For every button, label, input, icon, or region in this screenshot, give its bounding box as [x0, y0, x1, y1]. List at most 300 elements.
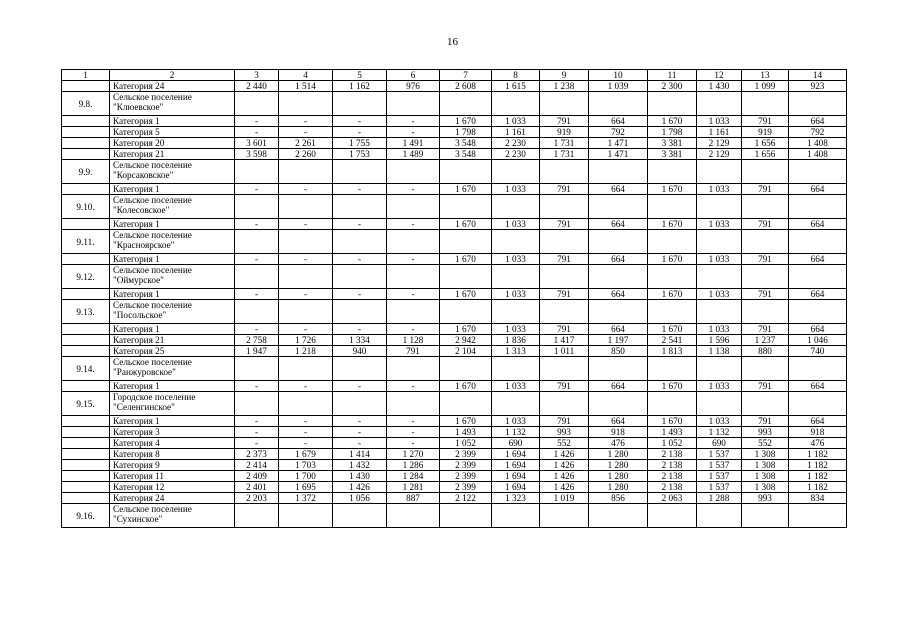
column-header: 12 — [697, 70, 742, 81]
row-number-cell — [62, 184, 110, 195]
value-cell: - — [333, 116, 387, 127]
value-cell: 1 280 — [589, 482, 648, 493]
empty-cell — [492, 300, 540, 324]
value-cell: 690 — [492, 438, 540, 449]
value-cell: 2 399 — [440, 460, 492, 471]
value-cell: 1 703 — [279, 460, 333, 471]
empty-cell — [589, 504, 648, 528]
empty-cell — [589, 195, 648, 219]
value-cell: 1 033 — [492, 289, 540, 300]
value-cell: - — [235, 127, 279, 138]
empty-cell — [540, 300, 589, 324]
category-label: Категория 12 — [110, 482, 235, 493]
value-cell: 1 694 — [492, 460, 540, 471]
settlement-name — [110, 160, 235, 184]
table-row — [62, 449, 847, 460]
table-row — [62, 138, 847, 149]
value-cell: 1 161 — [697, 127, 742, 138]
empty-cell — [540, 92, 589, 116]
empty-cell — [440, 357, 492, 381]
empty-cell — [387, 300, 440, 324]
settlement-type: Сельское поселение — [113, 195, 192, 205]
value-cell: 476 — [589, 438, 648, 449]
value-cell: 1 493 — [648, 427, 697, 438]
value-cell: 2 373 — [235, 449, 279, 460]
settlement-type: Сельское поселение — [113, 504, 192, 514]
empty-cell — [697, 230, 742, 254]
value-cell: 664 — [589, 116, 648, 127]
value-cell: 2 138 — [648, 482, 697, 493]
empty-cell — [789, 160, 847, 184]
value-cell: 1 162 — [333, 81, 387, 92]
value-cell: 1 237 — [742, 335, 789, 346]
category-label: Категория 4 — [110, 438, 235, 449]
value-cell: - — [279, 289, 333, 300]
value-cell: - — [235, 184, 279, 195]
value-cell: 1 670 — [648, 116, 697, 127]
empty-cell — [440, 160, 492, 184]
column-header: 9 — [540, 70, 589, 81]
value-cell: 1 493 — [440, 427, 492, 438]
value-cell: 664 — [589, 219, 648, 230]
category-label: Категория 1 — [110, 416, 235, 427]
row-number-cell — [62, 335, 110, 346]
settlement-title: "Ранжуровское" — [113, 367, 176, 377]
value-cell: 664 — [789, 324, 847, 335]
category-label: Категория 1 — [110, 289, 235, 300]
empty-cell — [440, 230, 492, 254]
value-cell: 3 601 — [235, 138, 279, 149]
empty-cell — [589, 300, 648, 324]
value-cell: 1 033 — [492, 324, 540, 335]
empty-cell — [235, 392, 279, 416]
table-row — [62, 493, 847, 504]
empty-cell — [648, 265, 697, 289]
value-cell: 2 300 — [648, 81, 697, 92]
section-row — [62, 357, 847, 381]
value-cell: 1 280 — [589, 449, 648, 460]
value-cell: - — [387, 324, 440, 335]
value-cell: - — [387, 254, 440, 265]
value-cell: 1 679 — [279, 449, 333, 460]
empty-cell — [279, 265, 333, 289]
table-row — [62, 81, 847, 92]
value-cell: 1 670 — [648, 254, 697, 265]
value-cell: 1 670 — [648, 416, 697, 427]
value-cell: - — [387, 289, 440, 300]
row-number-cell — [62, 289, 110, 300]
value-cell: - — [333, 324, 387, 335]
value-cell: 1 537 — [697, 471, 742, 482]
value-cell: 1 197 — [589, 335, 648, 346]
empty-cell — [540, 195, 589, 219]
value-cell: 2 138 — [648, 471, 697, 482]
section-number: 9.14. — [62, 357, 110, 381]
value-cell: 1 033 — [492, 381, 540, 392]
column-header: 10 — [589, 70, 648, 81]
value-cell: 2 440 — [235, 81, 279, 92]
table-row — [62, 416, 847, 427]
empty-cell — [235, 504, 279, 528]
value-cell: 791 — [387, 346, 440, 357]
section-row — [62, 300, 847, 324]
settlement-name — [110, 265, 235, 289]
value-cell: - — [387, 184, 440, 195]
empty-cell — [648, 160, 697, 184]
settlement-type: Сельское поселение — [113, 92, 192, 102]
empty-cell — [492, 504, 540, 528]
category-label: Категория 1 — [110, 219, 235, 230]
value-cell: 1 694 — [492, 471, 540, 482]
empty-cell — [540, 357, 589, 381]
value-cell: - — [235, 219, 279, 230]
empty-cell — [789, 504, 847, 528]
settlement-name — [110, 357, 235, 381]
value-cell: 1 011 — [540, 346, 589, 357]
value-cell: 2 230 — [492, 149, 540, 160]
empty-cell — [279, 160, 333, 184]
empty-cell — [235, 300, 279, 324]
value-cell: 856 — [589, 493, 648, 504]
empty-cell — [789, 392, 847, 416]
empty-cell — [589, 357, 648, 381]
value-cell: - — [387, 427, 440, 438]
value-cell: - — [235, 416, 279, 427]
empty-cell — [742, 392, 789, 416]
category-label: Категория 24 — [110, 493, 235, 504]
value-cell: 1 670 — [440, 184, 492, 195]
value-cell: 1 308 — [742, 449, 789, 460]
value-cell: 1 182 — [789, 460, 847, 471]
value-cell: 552 — [540, 438, 589, 449]
value-cell: 2 401 — [235, 482, 279, 493]
value-cell: 791 — [540, 289, 589, 300]
value-cell: 1 700 — [279, 471, 333, 482]
value-cell: 3 598 — [235, 149, 279, 160]
empty-cell — [333, 504, 387, 528]
value-cell: 664 — [789, 219, 847, 230]
settlement-title: "Клюевское" — [113, 102, 164, 112]
value-cell: 1 670 — [648, 324, 697, 335]
row-number-cell — [62, 493, 110, 504]
empty-cell — [440, 92, 492, 116]
table-row — [62, 254, 847, 265]
value-cell: 1 670 — [648, 289, 697, 300]
empty-cell — [387, 92, 440, 116]
value-cell: 2 122 — [440, 493, 492, 504]
empty-cell — [789, 195, 847, 219]
value-cell: 1 182 — [789, 449, 847, 460]
empty-cell — [648, 504, 697, 528]
value-cell: 1 537 — [697, 482, 742, 493]
empty-cell — [387, 504, 440, 528]
section-number: 9.12. — [62, 265, 110, 289]
empty-cell — [742, 92, 789, 116]
value-cell: 1 670 — [440, 289, 492, 300]
value-cell: 1 656 — [742, 149, 789, 160]
section-row — [62, 265, 847, 289]
value-cell: - — [333, 438, 387, 449]
value-cell: - — [235, 289, 279, 300]
table-row — [62, 184, 847, 195]
row-number-cell — [62, 416, 110, 427]
value-cell: 940 — [333, 346, 387, 357]
empty-cell — [540, 392, 589, 416]
value-cell: 1 308 — [742, 460, 789, 471]
value-cell: 1 670 — [440, 416, 492, 427]
column-header: 3 — [235, 70, 279, 81]
value-cell: 1 430 — [697, 81, 742, 92]
header-row — [62, 70, 847, 81]
row-number-cell — [62, 438, 110, 449]
empty-cell — [589, 160, 648, 184]
empty-cell — [387, 195, 440, 219]
value-cell: 2 399 — [440, 471, 492, 482]
category-label: Категория 9 — [110, 460, 235, 471]
value-cell: 1 670 — [648, 219, 697, 230]
empty-cell — [279, 357, 333, 381]
value-cell: - — [279, 127, 333, 138]
empty-cell — [387, 160, 440, 184]
value-cell: - — [387, 219, 440, 230]
value-cell: 1 426 — [540, 449, 589, 460]
value-cell: 2 138 — [648, 460, 697, 471]
empty-cell — [333, 92, 387, 116]
empty-cell — [235, 195, 279, 219]
value-cell: 1 052 — [648, 438, 697, 449]
category-label: Категория 1 — [110, 381, 235, 392]
empty-cell — [697, 300, 742, 324]
empty-cell — [648, 92, 697, 116]
value-cell: 1 471 — [589, 149, 648, 160]
value-cell: 1 046 — [789, 335, 847, 346]
value-cell: 791 — [742, 184, 789, 195]
category-label: Категория 21 — [110, 149, 235, 160]
value-cell: - — [279, 324, 333, 335]
value-cell: 1 033 — [697, 289, 742, 300]
value-cell: - — [235, 254, 279, 265]
value-cell: 1 408 — [789, 149, 847, 160]
value-cell: 919 — [742, 127, 789, 138]
tariff-table — [61, 69, 847, 528]
row-number-cell — [62, 471, 110, 482]
empty-cell — [648, 357, 697, 381]
value-cell: 2 399 — [440, 482, 492, 493]
value-cell: 1 033 — [697, 254, 742, 265]
value-cell: 2 409 — [235, 471, 279, 482]
value-cell: - — [387, 381, 440, 392]
value-cell: 791 — [742, 254, 789, 265]
value-cell: 1 033 — [492, 116, 540, 127]
empty-cell — [235, 230, 279, 254]
empty-cell — [742, 230, 789, 254]
value-cell: 1 218 — [279, 346, 333, 357]
column-header: 5 — [333, 70, 387, 81]
empty-cell — [235, 92, 279, 116]
empty-cell — [492, 265, 540, 289]
settlement-title: "Посольское" — [113, 310, 167, 320]
value-cell: - — [333, 127, 387, 138]
value-cell: 791 — [742, 381, 789, 392]
row-number-cell — [62, 219, 110, 230]
column-header: 2 — [110, 70, 235, 81]
value-cell: 1 308 — [742, 471, 789, 482]
value-cell: 1 099 — [742, 81, 789, 92]
empty-cell — [440, 265, 492, 289]
value-cell: 1 414 — [333, 449, 387, 460]
value-cell: 791 — [540, 416, 589, 427]
section-number: 9.9. — [62, 160, 110, 184]
settlement-name — [110, 392, 235, 416]
section-row — [62, 195, 847, 219]
section-number: 9.13. — [62, 300, 110, 324]
settlement-name — [110, 300, 235, 324]
value-cell: 3 381 — [648, 138, 697, 149]
empty-cell — [648, 300, 697, 324]
value-cell: 791 — [742, 416, 789, 427]
value-cell: 2 261 — [279, 138, 333, 149]
value-cell: 919 — [540, 127, 589, 138]
value-cell: - — [279, 438, 333, 449]
value-cell: 2 138 — [648, 449, 697, 460]
empty-cell — [387, 357, 440, 381]
value-cell: 664 — [789, 116, 847, 127]
category-label: Категория 20 — [110, 138, 235, 149]
value-cell: - — [279, 416, 333, 427]
value-cell: 1 323 — [492, 493, 540, 504]
value-cell: - — [279, 219, 333, 230]
settlement-title: "Колесовское" — [113, 205, 170, 215]
value-cell: 887 — [387, 493, 440, 504]
value-cell: 791 — [540, 381, 589, 392]
value-cell: - — [387, 416, 440, 427]
value-cell: 791 — [742, 289, 789, 300]
value-cell: - — [333, 219, 387, 230]
category-label: Категория 11 — [110, 471, 235, 482]
empty-cell — [492, 92, 540, 116]
empty-cell — [540, 504, 589, 528]
column-header: 14 — [789, 70, 847, 81]
value-cell: 1 426 — [540, 460, 589, 471]
row-number-cell — [62, 460, 110, 471]
value-cell: 791 — [742, 219, 789, 230]
value-cell: 1 334 — [333, 335, 387, 346]
value-cell: - — [387, 438, 440, 449]
value-cell: 664 — [789, 184, 847, 195]
empty-cell — [235, 357, 279, 381]
empty-cell — [279, 300, 333, 324]
table-row — [62, 381, 847, 392]
value-cell: 918 — [789, 427, 847, 438]
row-number-cell — [62, 81, 110, 92]
value-cell: 2 104 — [440, 346, 492, 357]
settlement-type: Городское поселение — [113, 392, 196, 402]
empty-cell — [333, 160, 387, 184]
empty-cell — [235, 265, 279, 289]
empty-cell — [333, 392, 387, 416]
empty-cell — [742, 195, 789, 219]
value-cell: 1 426 — [333, 482, 387, 493]
value-cell: 1 182 — [789, 471, 847, 482]
empty-cell — [742, 357, 789, 381]
value-cell: 2 541 — [648, 335, 697, 346]
value-cell: 1 033 — [697, 116, 742, 127]
value-cell: 1 947 — [235, 346, 279, 357]
empty-cell — [279, 230, 333, 254]
value-cell: 1 537 — [697, 449, 742, 460]
value-cell: 1 670 — [648, 381, 697, 392]
table-row — [62, 335, 847, 346]
section-row — [62, 504, 847, 528]
value-cell: - — [387, 116, 440, 127]
value-cell: 1 615 — [492, 81, 540, 92]
category-label: Категория 8 — [110, 449, 235, 460]
value-cell: 1 670 — [440, 324, 492, 335]
value-cell: 1 694 — [492, 449, 540, 460]
row-number-cell — [62, 324, 110, 335]
empty-cell — [235, 160, 279, 184]
value-cell: 1 491 — [387, 138, 440, 149]
empty-cell — [648, 195, 697, 219]
empty-cell — [440, 392, 492, 416]
value-cell: 1 426 — [540, 482, 589, 493]
row-number-cell — [62, 116, 110, 127]
value-cell: 2 203 — [235, 493, 279, 504]
empty-cell — [697, 265, 742, 289]
empty-cell — [492, 230, 540, 254]
value-cell: 1 033 — [492, 416, 540, 427]
value-cell: 1 798 — [440, 127, 492, 138]
value-cell: 1 514 — [279, 81, 333, 92]
section-number: 9.15. — [62, 392, 110, 416]
value-cell: 993 — [540, 427, 589, 438]
value-cell: 1 270 — [387, 449, 440, 460]
value-cell: 664 — [589, 324, 648, 335]
section-number: 9.10. — [62, 195, 110, 219]
empty-cell — [440, 504, 492, 528]
value-cell: 918 — [589, 427, 648, 438]
value-cell: 1 056 — [333, 493, 387, 504]
value-cell: 1 836 — [492, 335, 540, 346]
settlement-title: "Оймурское" — [113, 275, 164, 285]
table-row — [62, 460, 847, 471]
settlement-type: Сельское поселение — [113, 300, 192, 310]
column-header: 1 — [62, 70, 110, 81]
value-cell: 1 033 — [492, 219, 540, 230]
value-cell: 1 128 — [387, 335, 440, 346]
empty-cell — [540, 230, 589, 254]
settlement-type: Сельское поселение — [113, 230, 192, 240]
row-number-cell — [62, 449, 110, 460]
value-cell: 2 942 — [440, 335, 492, 346]
value-cell: 1 471 — [589, 138, 648, 149]
value-cell: - — [387, 127, 440, 138]
empty-cell — [697, 195, 742, 219]
value-cell: 3 548 — [440, 138, 492, 149]
category-label: Категория 1 — [110, 184, 235, 195]
value-cell: 993 — [742, 493, 789, 504]
value-cell: 1 284 — [387, 471, 440, 482]
empty-cell — [742, 265, 789, 289]
value-cell: 2 230 — [492, 138, 540, 149]
value-cell: 2 414 — [235, 460, 279, 471]
value-cell: 664 — [589, 289, 648, 300]
value-cell: 2 399 — [440, 449, 492, 460]
value-cell: - — [279, 184, 333, 195]
value-cell: 1 238 — [540, 81, 589, 92]
value-cell: 1 537 — [697, 460, 742, 471]
row-number-cell — [62, 149, 110, 160]
